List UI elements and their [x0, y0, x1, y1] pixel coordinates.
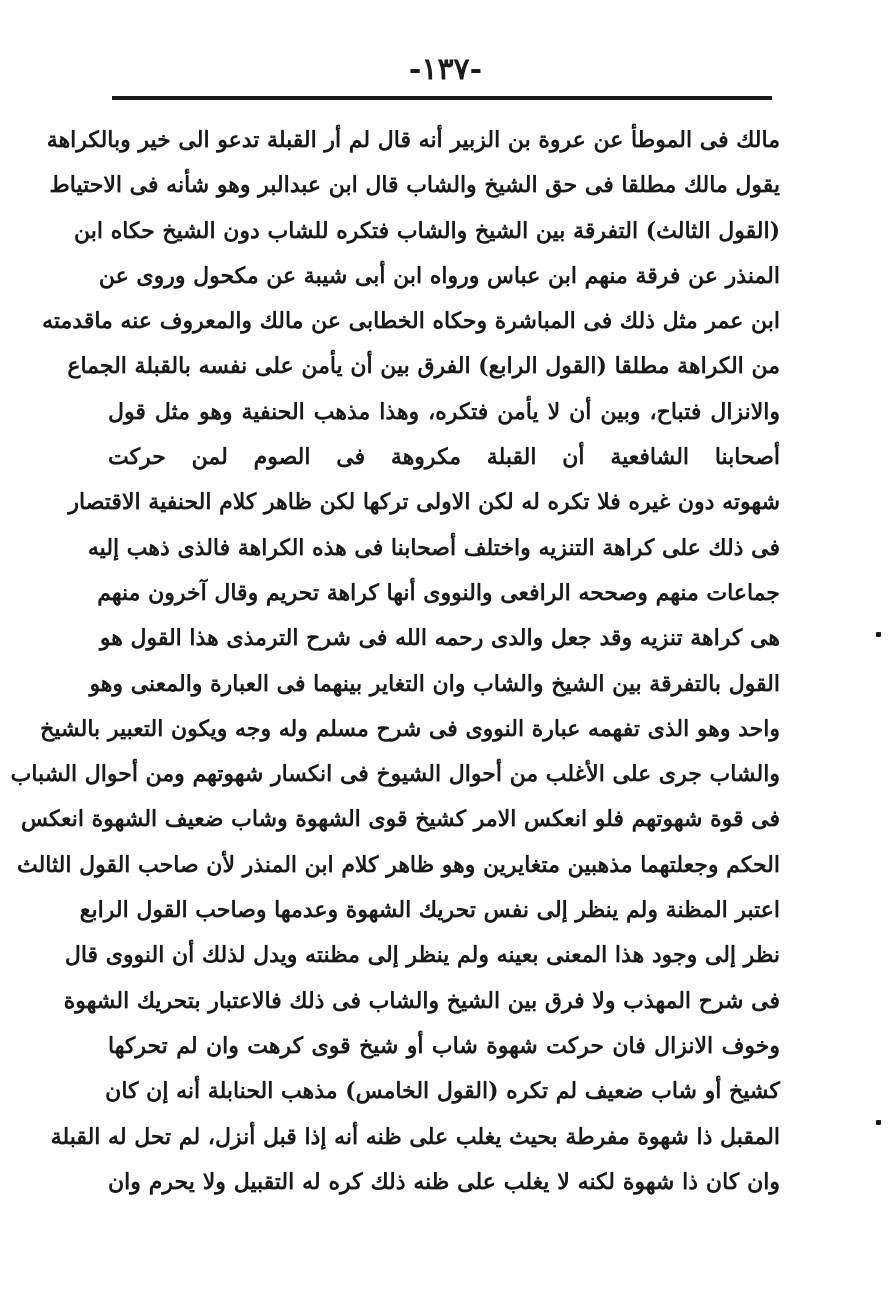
text-line: فى شرح المهذب ولا فرق بين الشيخ والشاب فى ذلك فالاعتبار بتحريك الشهوة — [63, 987, 780, 1014]
text-line: فى ذلك على كراهة التنزيه واختلف أصحابنا فى هذه الكراهة فالذى ذهب إليه — [87, 534, 780, 561]
text-line: كشيخ أو شاب ضعيف لم تكره (القول الخامس) مذهب الحنابلة أنه إن كان — [105, 1078, 780, 1105]
text-line: يقول مالك مطلقا فى حق الشيخ والشاب قال ابن عبدالبر وهو شأنه فى الاحتياط — [49, 172, 780, 199]
text-line: مالك فى الموطأ عن عروة بن الزبير أنه قال لم أر القبلة تدعو الى خير وبالكراهة — [46, 127, 780, 153]
text-line: جماعات منهم وصححه الرافعى والنووى أنها كراهة تحريم وقال آخرون منهم — [97, 579, 780, 606]
text-line: واحد وهو الذى تفهمه عبارة النووى فى شرح مسلم وله وجه ويكون التعبير بالشيخ — [40, 715, 780, 742]
margin-mark — [876, 1120, 881, 1125]
page-number: -١٣٧- — [408, 52, 483, 87]
text-line: المقبل ذا شهوة مفرطة بحيث يغلب على ظنه أنه إذا قبل أنزل، لم تحل له القبلة — [50, 1123, 780, 1150]
text-line: فى قوة شهوتهم فلو انعكس الامر كشيخ قوى الشهوة وشاب ضعيف الشهوة انعكس — [20, 806, 780, 833]
text-line: من الكراهة مطلقا (القول الرابع) الفرق بين أن يأمن على نفسه بالقبلة الجماع — [67, 353, 780, 380]
text-line: الحكم وجعلتهما مذهبين متغايرين وهو ظاهر كلام ابن المنذر لأن صاحب القول الثالث — [16, 851, 780, 878]
text-line: ابن عمر مثل ذلك فى المباشرة وحكاه الخطابى عن مالك والمعروف عنه ماقدمته — [42, 308, 780, 335]
text-line: وخوف الانزال فان حركت شهوة شاب أو شيخ قوى كرهت وان لم تحركها — [108, 1032, 780, 1059]
text-line: القول بالتفرقة بين الشيخ والشاب وان التغاير بينهما فى العبارة والمعنى وهو — [89, 670, 780, 697]
text-line: (القول الثالث) التفرقة بين الشيخ والشاب فتكره للشاب دون الشيخ حكاه ابن — [74, 217, 780, 244]
text-line: المنذر عن فرقة منهم ابن عباس ورواه ابن أبى شيبة عن مكحول وروى عن — [98, 262, 780, 289]
text-line: نظر إلى وجود هذا المعنى بعينه ولم ينظر إلى مظنته ويدل لذلك أن النووى قال — [64, 942, 780, 969]
text-line: هى كراهة تنزيه وقد جعل والدى رحمه الله فى شرح الترمذى هذا القول هو — [99, 625, 780, 652]
text-line: والشاب جرى على الأغلب من أحوال الشيوخ فى انكسار شهوتهم ومن أحوال الشباب — [10, 761, 780, 788]
header-rule — [112, 96, 772, 100]
text-line: والانزال فتباح، وبين أن لا يأمن فتكره، وهذا مذهب الحنفية وهو مثل قول — [108, 398, 780, 425]
text-line: وان كان ذا شهوة لكنه لا يغلب على ظنه ذلك كره له التقبيل ولا يحرم وان — [108, 1168, 780, 1195]
text-line: شهوته دون غيره فلا تكره له لكن الاولى تركها لكن ظاهر كلام الحنفية الاقتصار — [68, 489, 780, 516]
body-text — [10, 118, 780, 1205]
text-line: اعتبر المظنة ولم ينظر إلى نفس تحريك الشهوة وعدمها وصاحب القول الرابع — [79, 897, 780, 924]
text-line: أصحابنا الشافعية أن القبلة مكروهة فى الصوم لمن حركت — [108, 444, 780, 471]
margin-mark — [876, 632, 881, 637]
